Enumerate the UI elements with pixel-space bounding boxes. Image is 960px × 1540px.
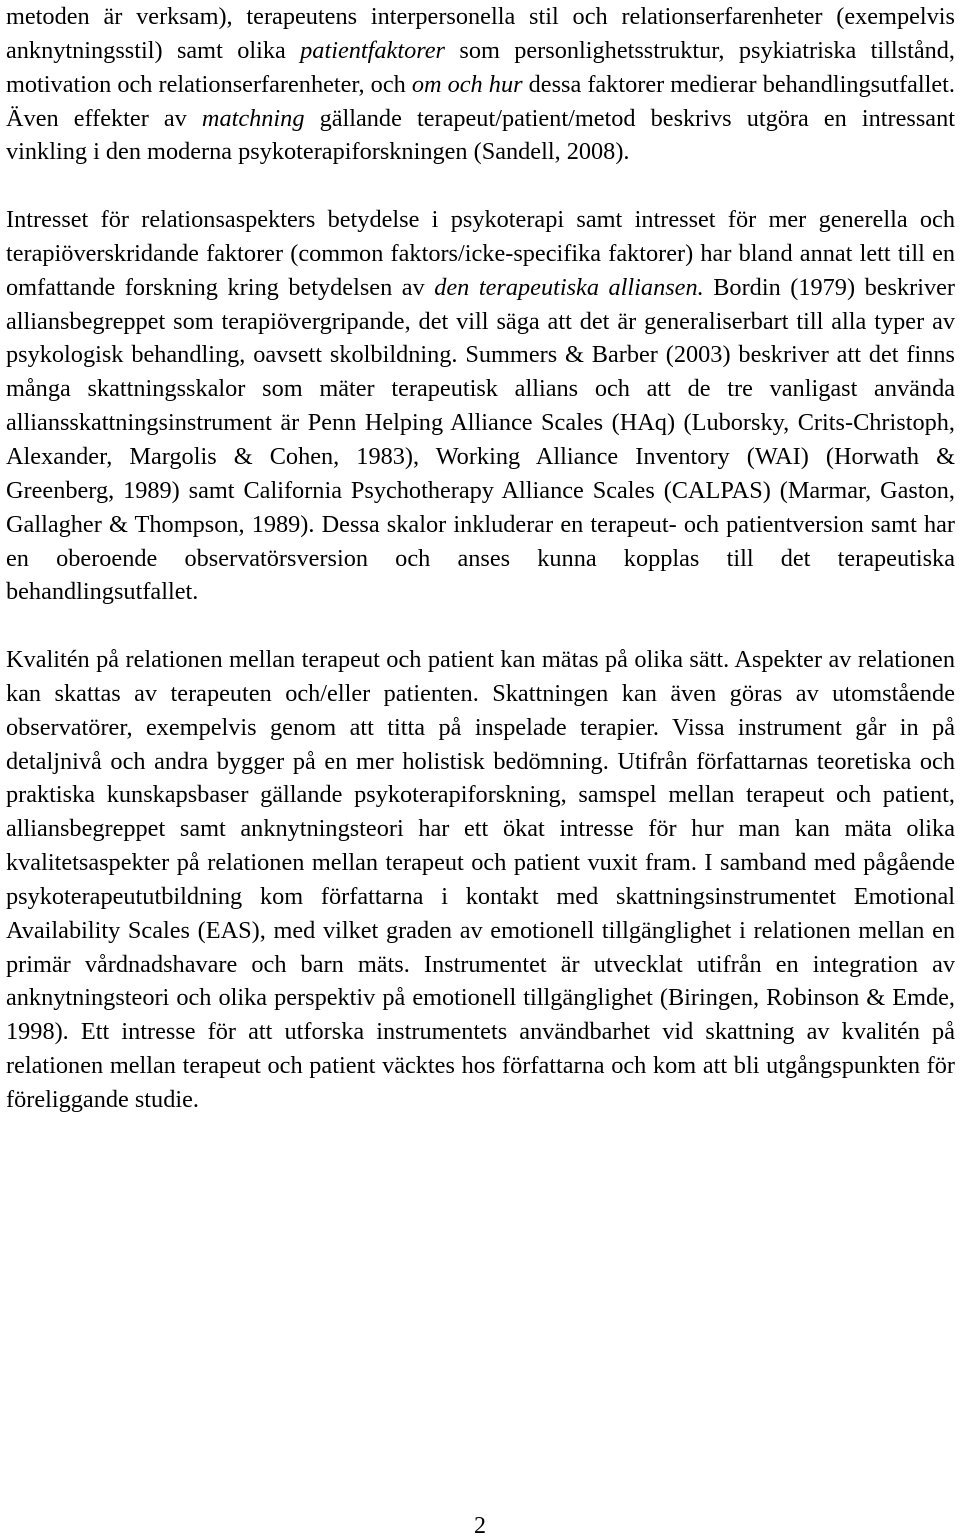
paragraph-2 bbox=[6, 203, 955, 609]
paragraph-3 bbox=[6, 643, 955, 1117]
paragraph-1-italic-patientfaktorer: patientfaktorer bbox=[300, 36, 446, 64]
page-number: 2 bbox=[474, 1513, 486, 1539]
paragraph-1 bbox=[6, 0, 955, 169]
paragraph-1-italic-och: och bbox=[447, 70, 483, 98]
document-page bbox=[6, 0, 955, 1117]
paragraph-2-text-1: Intresset för relationsaspekters betydelse i psykoterapi samt intresset för mer generella och terapiöverskridande faktorer (common faktors/icke-specifika faktorer) har bland annat lett till en omfattande forskning kring betydelsen av bbox=[6, 206, 955, 301]
paragraph-1-italic-matchning: matchning bbox=[201, 104, 305, 132]
paragraph-1-italic-hur: hur bbox=[488, 70, 523, 98]
paragraph-1-text-2: som personlighetsstruktur, psykiatriska tillstånd, motivation och relationserfarenheter, och bbox=[6, 36, 956, 98]
paragraph-3-text-1: Kvalitén på relationen mellan terapeut och patient kan mätas på olika sätt. Aspekter av relationen kan skattas av terapeuten och/eller patienten. Skattningen kan även göras av utomstående observatörer, exempelvis genom att titta på inspelade terapier. Vissa instrument går in på detaljnivå och andra bygger på en mer holistisk bedömning. Utifrån författarnas teoretiska och praktiska kunskapsbaser gällande psykoterapiforskning, samspel mellan terapeut och patient, alliansbegreppet samt anknytningsteori har ett ökat intresse för hur man kan mäta olika kvalitetsaspekter på relationen mellan terapeut och patient vuxit fram. I samband med pågående psykoterapeututbildning kom författarna i kontakt med skattningsinstrumentet Emotional Availability Scales (EAS), med vilket graden av emotionell tillgänglighet i relationen mellan en primär vårdnadshavare och barn mäts. Instrumentet är utvecklat utifrån en integration av anknytningsteori och olika perspektiv på emotionell tillgänglighet (Biringen, Robinson & Emde, 1998). Ett intresse för att utforska instrumentets användbarhet vid skattning av kvalitén på relationen mellan terapeut och patient väcktes hos författarna och kom att bli utgångspunkten för föreliggande studie. bbox=[6, 646, 955, 1113]
paragraph-1-text-3: dessa faktorer medierar behandlingsutfallet. Även effekter av bbox=[6, 70, 956, 132]
paragraph-2-text-2: Bordin (1979) beskriver alliansbegreppet som terapiövergripande, det vill säga att det är generaliserbart till alla typer av psykologisk behandling, oavsett skolbildning. Summers & Barber (2003) beskriver att det finns många skattningsskalor som mäter terapeutisk allians och att de tre vanligast använda alliansskattningsinstrument är Penn Helping Alliance Scales (HAq) (Luborsky, Crits-Christoph, Alexander, Margolis & Cohen, 1983), Working Alliance Inventory (WAI) (Horwath & Greenberg, 1989) samt California Psychotherapy Alliance Scales (CALPAS) (Marmar, Gaston, Gallagher & Thompson, 1989). Dessa skalor inkluderar en terapeut- och patientversion samt har en oberoende observatörsversion och anses kunna kopplas till det terapeutiska behandlingsutfallet. bbox=[6, 273, 955, 606]
paragraph-1-text-1: metoden är verksam), terapeutens interpersonella stil och relationserfarenheter (exempelvis anknytningsstil) samt olika bbox=[6, 3, 955, 64]
paragraph-1-italic-om: om bbox=[411, 70, 442, 98]
paragraph-2-italic-terapeutiska-alliansen: den terapeutiska alliansen. bbox=[434, 273, 704, 301]
paragraph-1-text-4: gällande terapeut/patient/metod beskrivs utgöra en intressant vinkling i den moderna psykoterapiforskningen (Sandell, 2008). bbox=[6, 104, 955, 166]
